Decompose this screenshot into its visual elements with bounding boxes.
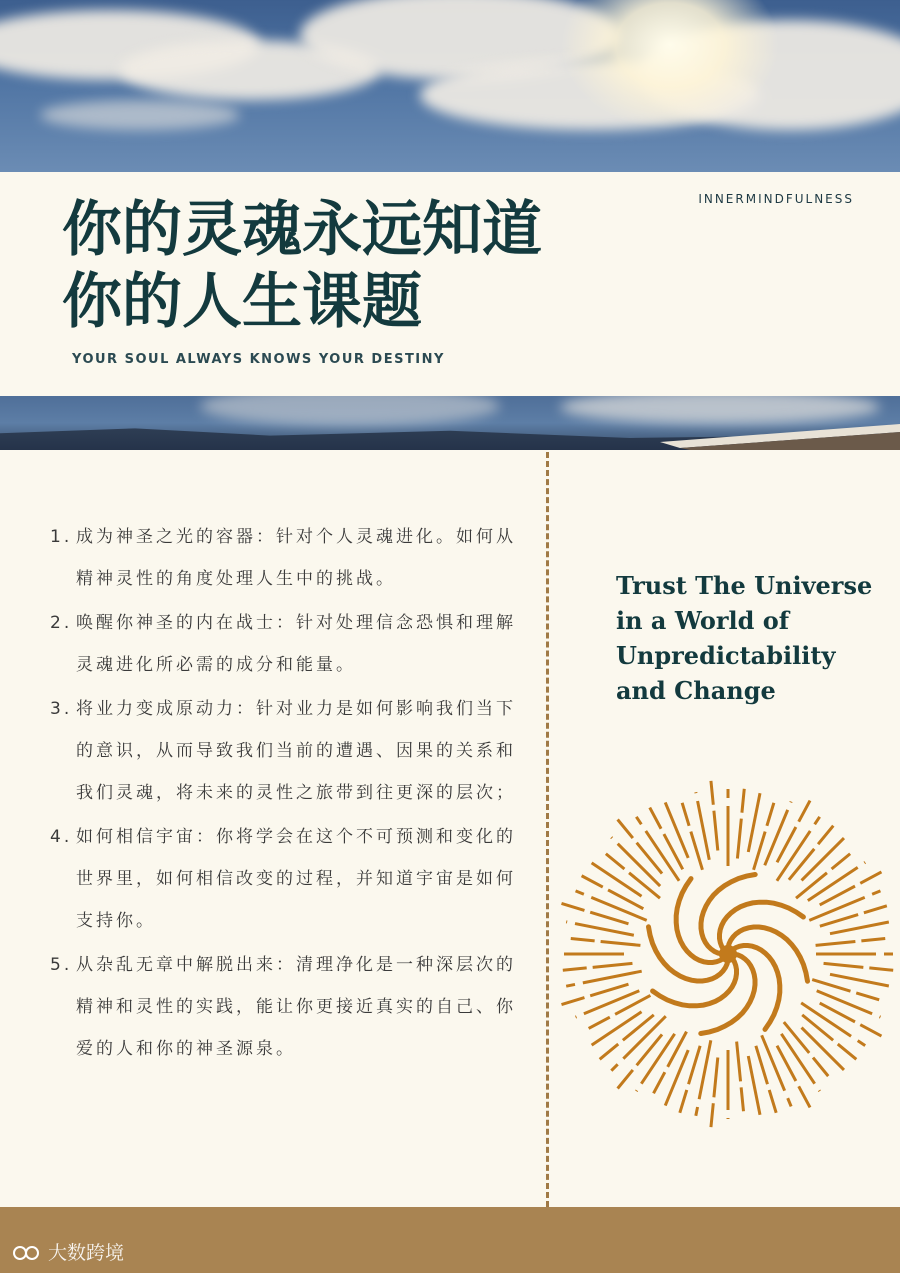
- list-number: 3.: [50, 699, 73, 719]
- topic-list: [50, 516, 530, 1072]
- page-subtitle: YOUR SOUL ALWAYS KNOWS YOUR DESTINY: [72, 352, 445, 367]
- brand-name: INNERMINDFULNESS: [698, 192, 854, 206]
- side-heading-line-1: Trust The Universe: [616, 571, 873, 600]
- side-heading-line-3: Unpredictability: [616, 641, 836, 670]
- logo-icon: [12, 1244, 42, 1262]
- watermark-text: 大数跨境: [48, 1242, 125, 1264]
- side-heading-line-4: and Change: [616, 676, 776, 705]
- list-item: [50, 816, 530, 942]
- vertical-divider: [546, 452, 549, 1207]
- list-text: 将业力变成原动力：针对业力是如何影响我们当下的意识，从而导致我们当前的遭遇、因果的关系和我们灵魂，将未来的灵性之旅带到往更深的层次；: [76, 699, 516, 803]
- list-text: 如何相信宇宙：你将学会在这个不可预测和变化的世界里，如何相信改变的过程，并知道宇宙是如何支持你。: [76, 827, 516, 931]
- page-title: [62, 194, 542, 338]
- footer-bar: [0, 1207, 900, 1273]
- sky-photo-top: [0, 0, 900, 172]
- side-heading-line-2: in a World of: [616, 606, 790, 635]
- list-text: 从杂乱无章中解脱出来：清理净化是一种深层次的精神和灵性的实践，能让你更接近真实的自己、你爱的人和你的神圣源泉。: [76, 955, 516, 1059]
- list-text: 唤醒你神圣的内在战士：针对处理信念恐惧和理解灵魂进化所必需的成分和能量。: [76, 613, 516, 675]
- list-number: 1.: [50, 527, 73, 547]
- list-item: [50, 516, 530, 600]
- roof-image: [650, 420, 900, 450]
- side-heading: [616, 568, 886, 708]
- header-panel: [0, 172, 900, 396]
- list-text: 成为神圣之光的容器：针对个人灵魂进化。如何从精神灵性的角度处理人生中的挑战。: [76, 527, 516, 589]
- list-item: [50, 688, 530, 814]
- sunburst-icon: [556, 770, 900, 1138]
- list-number: 2.: [50, 613, 73, 633]
- sky-photo-band: [0, 396, 900, 450]
- title-line-1: 你的灵魂永远知道: [62, 195, 542, 265]
- list-item: [50, 944, 530, 1070]
- list-number: 4.: [50, 827, 73, 847]
- title-line-2: 你的人生课题: [62, 267, 422, 337]
- watermark: [12, 1238, 124, 1265]
- list-number: 5.: [50, 955, 73, 975]
- list-item: [50, 602, 530, 686]
